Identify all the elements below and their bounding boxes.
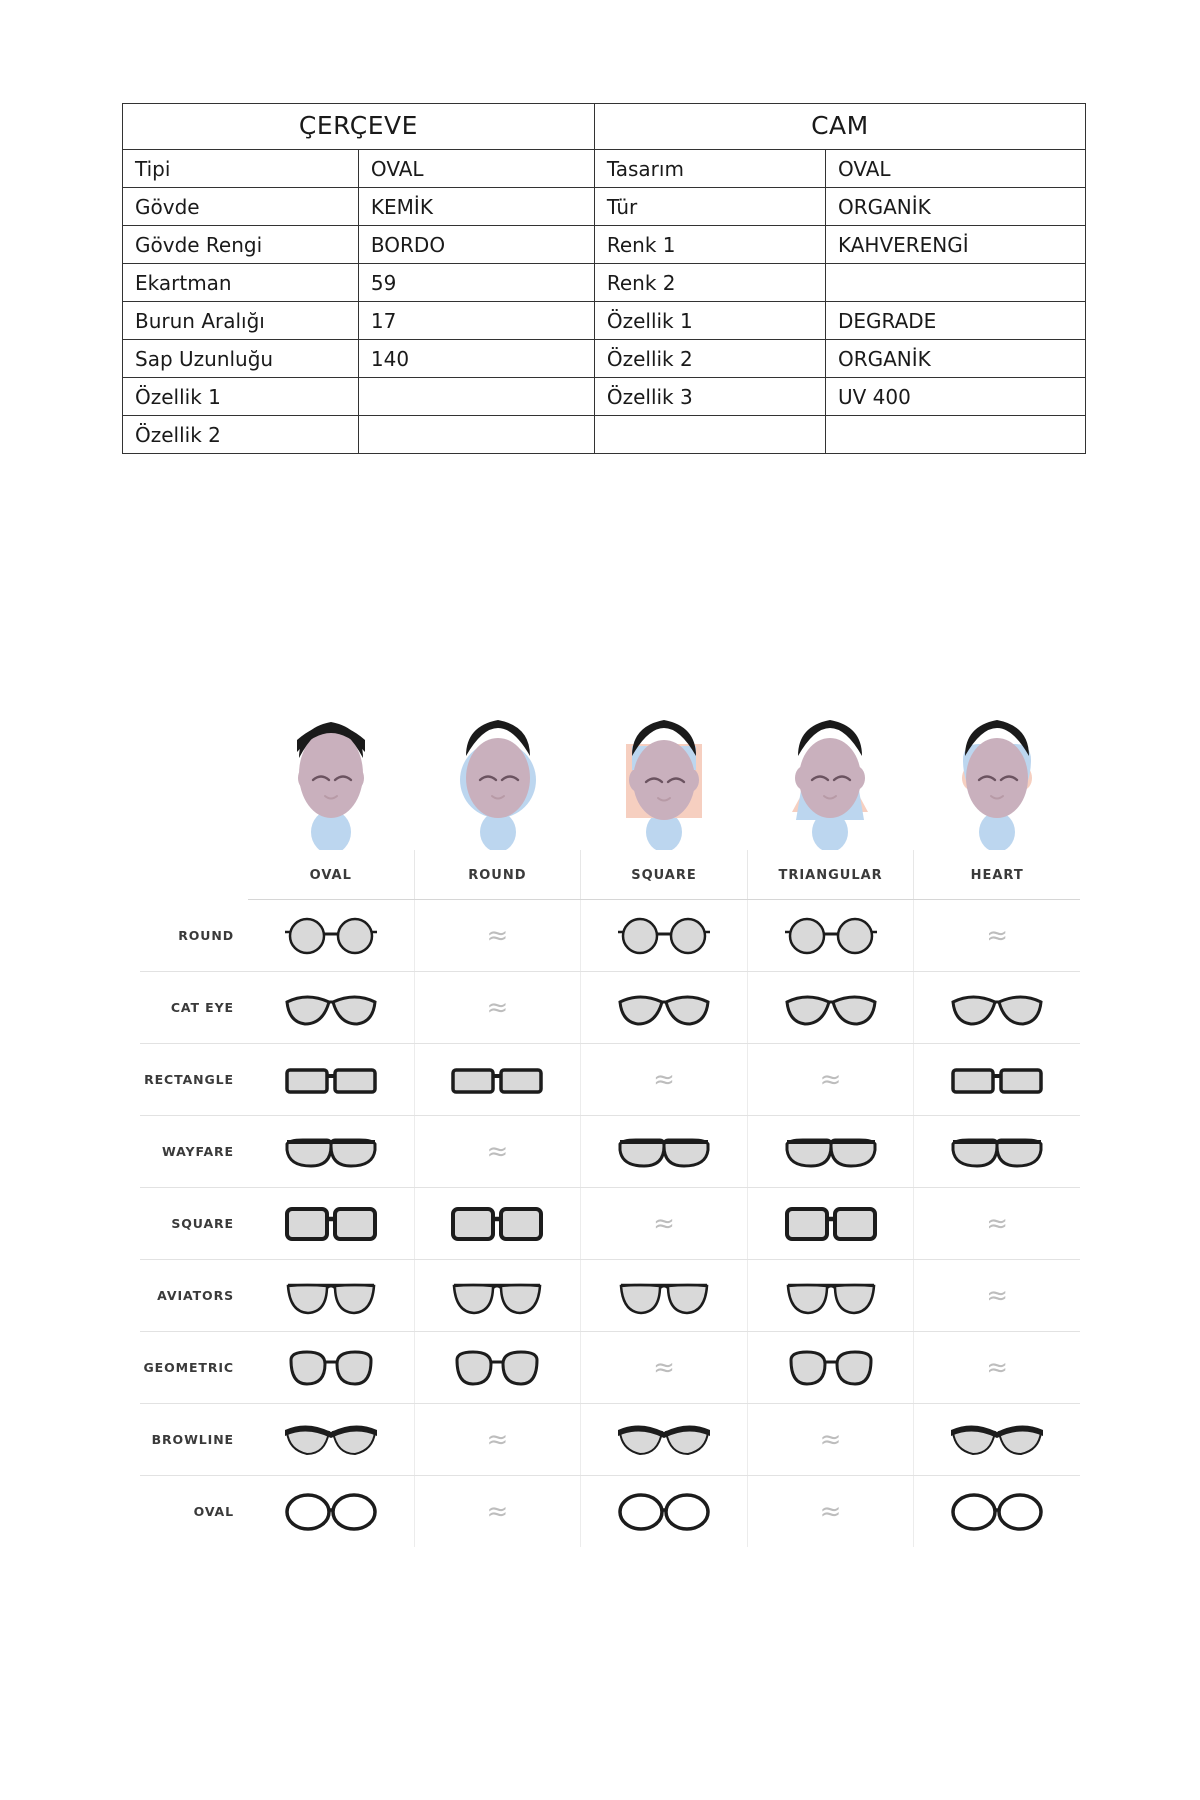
aviators-glasses-icon — [283, 1272, 379, 1320]
cateye-glasses-icon — [283, 984, 379, 1032]
cell-match-geometric — [248, 1332, 415, 1403]
row-header-oval: OVAL — [193, 1504, 234, 1519]
cell-match-round — [748, 900, 915, 971]
cell-no-match — [415, 1404, 582, 1475]
cell-no-match — [581, 1044, 748, 1115]
cateye-glasses-icon — [783, 984, 879, 1032]
rectangle-glasses-icon — [949, 1056, 1045, 1104]
table-row — [123, 264, 1086, 302]
no-match-icon: ≈ — [819, 1424, 842, 1455]
cell-no-match — [914, 1332, 1080, 1403]
cell-no-match — [748, 1476, 915, 1547]
rectangle-glasses-icon — [449, 1056, 545, 1104]
no-match-icon: ≈ — [486, 1136, 509, 1167]
table-row — [123, 302, 1086, 340]
column-header-triangular: TRIANGULAR — [748, 850, 915, 899]
cell-match-wayfare — [248, 1116, 415, 1187]
wayfare-glasses-icon — [283, 1128, 379, 1176]
aviators-glasses-icon — [449, 1272, 545, 1320]
geometric-glasses-icon — [783, 1344, 879, 1392]
face-oval — [248, 690, 414, 850]
square-glasses-icon — [783, 1199, 879, 1249]
lens-label: Renk 1 — [594, 226, 825, 264]
square-glasses-icon — [283, 1199, 379, 1249]
frame-label: Gövde Rengi — [123, 226, 359, 264]
cell-no-match — [748, 1404, 915, 1475]
compatibility-matrix — [140, 900, 1080, 1547]
cell-no-match — [415, 1116, 582, 1187]
cell-match-rectangle — [248, 1044, 415, 1115]
cell-no-match — [581, 1188, 748, 1259]
face-triangular-icon — [776, 700, 884, 850]
frame-label: Sap Uzunluğu — [123, 340, 359, 378]
column-header-round: ROUND — [415, 850, 582, 899]
face-heart — [914, 690, 1080, 850]
cell-match-aviators — [748, 1260, 915, 1331]
rectangle-glasses-icon — [283, 1056, 379, 1104]
cell-no-match — [581, 1332, 748, 1403]
cell-match-cateye — [581, 972, 748, 1043]
round-glasses-icon — [616, 912, 712, 960]
cell-match-rectangle — [914, 1044, 1080, 1115]
row-header-cat-eye: CAT EYE — [170, 1000, 234, 1015]
matrix-row — [140, 1476, 1080, 1547]
face-oval-icon — [277, 700, 385, 850]
wayfare-glasses-icon — [783, 1128, 879, 1176]
lens-value: UV 400 — [825, 378, 1085, 416]
aviators-glasses-icon — [783, 1272, 879, 1320]
face-illustrations-row — [248, 690, 1080, 850]
no-match-icon: ≈ — [653, 1064, 675, 1095]
cell-no-match — [415, 972, 582, 1043]
no-match-icon: ≈ — [986, 1352, 1009, 1383]
face-shape-frame-chart — [140, 690, 1080, 1547]
row-header-browline: BROWLINE — [151, 1432, 234, 1447]
column-header-oval: OVAL — [248, 850, 415, 899]
cell-no-match — [914, 900, 1080, 971]
frame-label: Özellik 1 — [123, 378, 359, 416]
cell-match-wayfare — [914, 1116, 1080, 1187]
frame-value: 17 — [358, 302, 594, 340]
matrix-row — [140, 900, 1080, 972]
lens-label — [594, 416, 825, 454]
oval-glasses-icon — [949, 1488, 1045, 1536]
square-glasses-icon — [449, 1199, 545, 1249]
cell-no-match — [914, 1188, 1080, 1259]
no-match-icon: ≈ — [986, 920, 1009, 951]
frame-value — [358, 378, 594, 416]
cell-no-match — [415, 900, 582, 971]
oval-glasses-icon — [283, 1488, 379, 1536]
no-match-icon: ≈ — [986, 1280, 1009, 1311]
browline-glasses-icon — [949, 1416, 1045, 1464]
row-header-round: ROUND — [178, 928, 234, 943]
cateye-glasses-icon — [616, 984, 712, 1032]
no-match-icon: ≈ — [486, 992, 509, 1023]
browline-glasses-icon — [616, 1416, 712, 1464]
cell-no-match — [914, 1260, 1080, 1331]
no-match-icon: ≈ — [653, 1208, 675, 1239]
cell-match-aviators — [415, 1260, 582, 1331]
lens-value: DEGRADE — [825, 302, 1085, 340]
matrix-row — [140, 1332, 1080, 1404]
table-row — [123, 188, 1086, 226]
table-row — [123, 226, 1086, 264]
frame-value: KEMİK — [358, 188, 594, 226]
cell-match-geometric — [748, 1332, 915, 1403]
column-header-square: SQUARE — [581, 850, 748, 899]
cell-no-match — [415, 1476, 582, 1547]
no-match-icon: ≈ — [819, 1064, 842, 1095]
lens-label: Özellik 2 — [594, 340, 825, 378]
cell-match-browline — [914, 1404, 1080, 1475]
cell-match-browline — [248, 1404, 415, 1475]
frame-value — [358, 416, 594, 454]
geometric-glasses-icon — [283, 1344, 379, 1392]
table-header-row — [123, 104, 1086, 150]
frame-label: Burun Aralığı — [123, 302, 359, 340]
header-lens: CAM — [594, 104, 1085, 150]
face-heart-icon — [943, 700, 1051, 850]
cell-match-square — [248, 1188, 415, 1259]
lens-label: Renk 2 — [594, 264, 825, 302]
cell-no-match — [748, 1044, 915, 1115]
frame-value: OVAL — [358, 150, 594, 188]
cell-match-oval — [248, 1476, 415, 1547]
matrix-row — [140, 1260, 1080, 1332]
geometric-glasses-icon — [449, 1344, 545, 1392]
header-frame: ÇERÇEVE — [123, 104, 595, 150]
matrix-row — [140, 1188, 1080, 1260]
cell-match-round — [248, 900, 415, 971]
column-header-heart: HEART — [970, 868, 1024, 883]
lens-label: Tür — [594, 188, 825, 226]
cell-match-aviators — [581, 1260, 748, 1331]
cell-match-cateye — [914, 972, 1080, 1043]
face-round-icon — [444, 700, 552, 850]
no-match-icon: ≈ — [486, 1424, 509, 1455]
frame-value: BORDO — [358, 226, 594, 264]
cell-match-wayfare — [581, 1116, 748, 1187]
table-row — [123, 378, 1086, 416]
wayfare-glasses-icon — [616, 1128, 712, 1176]
face-shape-header-row — [248, 850, 1080, 900]
no-match-icon: ≈ — [653, 1352, 675, 1383]
no-match-icon: ≈ — [486, 1496, 509, 1527]
lens-value: KAHVERENGİ — [825, 226, 1085, 264]
cell-match-wayfare — [748, 1116, 915, 1187]
cell-match-geometric — [415, 1332, 582, 1403]
cell-match-square — [748, 1188, 915, 1259]
row-header-aviators: AVIATORS — [157, 1288, 234, 1303]
lens-label: Özellik 1 — [594, 302, 825, 340]
specification-table — [122, 103, 1086, 454]
lens-value: ORGANİK — [825, 340, 1085, 378]
face-square — [581, 690, 747, 850]
wayfare-glasses-icon — [949, 1128, 1045, 1176]
specification-table-container — [122, 103, 1086, 454]
matrix-row — [140, 1404, 1080, 1476]
cell-match-cateye — [248, 972, 415, 1043]
cell-match-aviators — [248, 1260, 415, 1331]
aviators-glasses-icon — [616, 1272, 712, 1320]
matrix-row — [140, 972, 1080, 1044]
cell-match-oval — [581, 1476, 748, 1547]
lens-value — [825, 264, 1085, 302]
frame-value: 140 — [358, 340, 594, 378]
table-row — [123, 416, 1086, 454]
matrix-row — [140, 1044, 1080, 1116]
round-glasses-icon — [783, 912, 879, 960]
cell-match-square — [415, 1188, 582, 1259]
table-row — [123, 340, 1086, 378]
face-round — [414, 690, 580, 850]
frame-label: Ekartman — [123, 264, 359, 302]
lens-value — [825, 416, 1085, 454]
no-match-icon: ≈ — [986, 1208, 1009, 1239]
browline-glasses-icon — [283, 1416, 379, 1464]
cell-match-oval — [914, 1476, 1080, 1547]
frame-label: Özellik 2 — [123, 416, 359, 454]
row-header-wayfare: WAYFARE — [162, 1144, 234, 1159]
cell-match-browline — [581, 1404, 748, 1475]
frame-label: Gövde — [123, 188, 359, 226]
matrix-row — [140, 1116, 1080, 1188]
no-match-icon: ≈ — [819, 1496, 842, 1527]
oval-glasses-icon — [616, 1488, 712, 1536]
lens-label: Tasarım — [594, 150, 825, 188]
face-triangular — [747, 690, 913, 850]
cell-match-rectangle — [415, 1044, 582, 1115]
lens-label: Özellik 3 — [594, 378, 825, 416]
row-header-geometric: GEOMETRIC — [143, 1360, 234, 1375]
row-header-rectangle: RECTANGLE — [144, 1072, 234, 1087]
frame-label: Tipi — [123, 150, 359, 188]
row-header-square: SQUARE — [171, 1216, 234, 1231]
round-glasses-icon — [283, 912, 379, 960]
frame-value: 59 — [358, 264, 594, 302]
lens-value: ORGANİK — [825, 188, 1085, 226]
no-match-icon: ≈ — [486, 920, 509, 951]
cell-match-cateye — [748, 972, 915, 1043]
cateye-glasses-icon — [949, 984, 1045, 1032]
table-row — [123, 150, 1086, 188]
face-square-icon — [610, 700, 718, 850]
lens-value: OVAL — [825, 150, 1085, 188]
cell-match-round — [581, 900, 748, 971]
